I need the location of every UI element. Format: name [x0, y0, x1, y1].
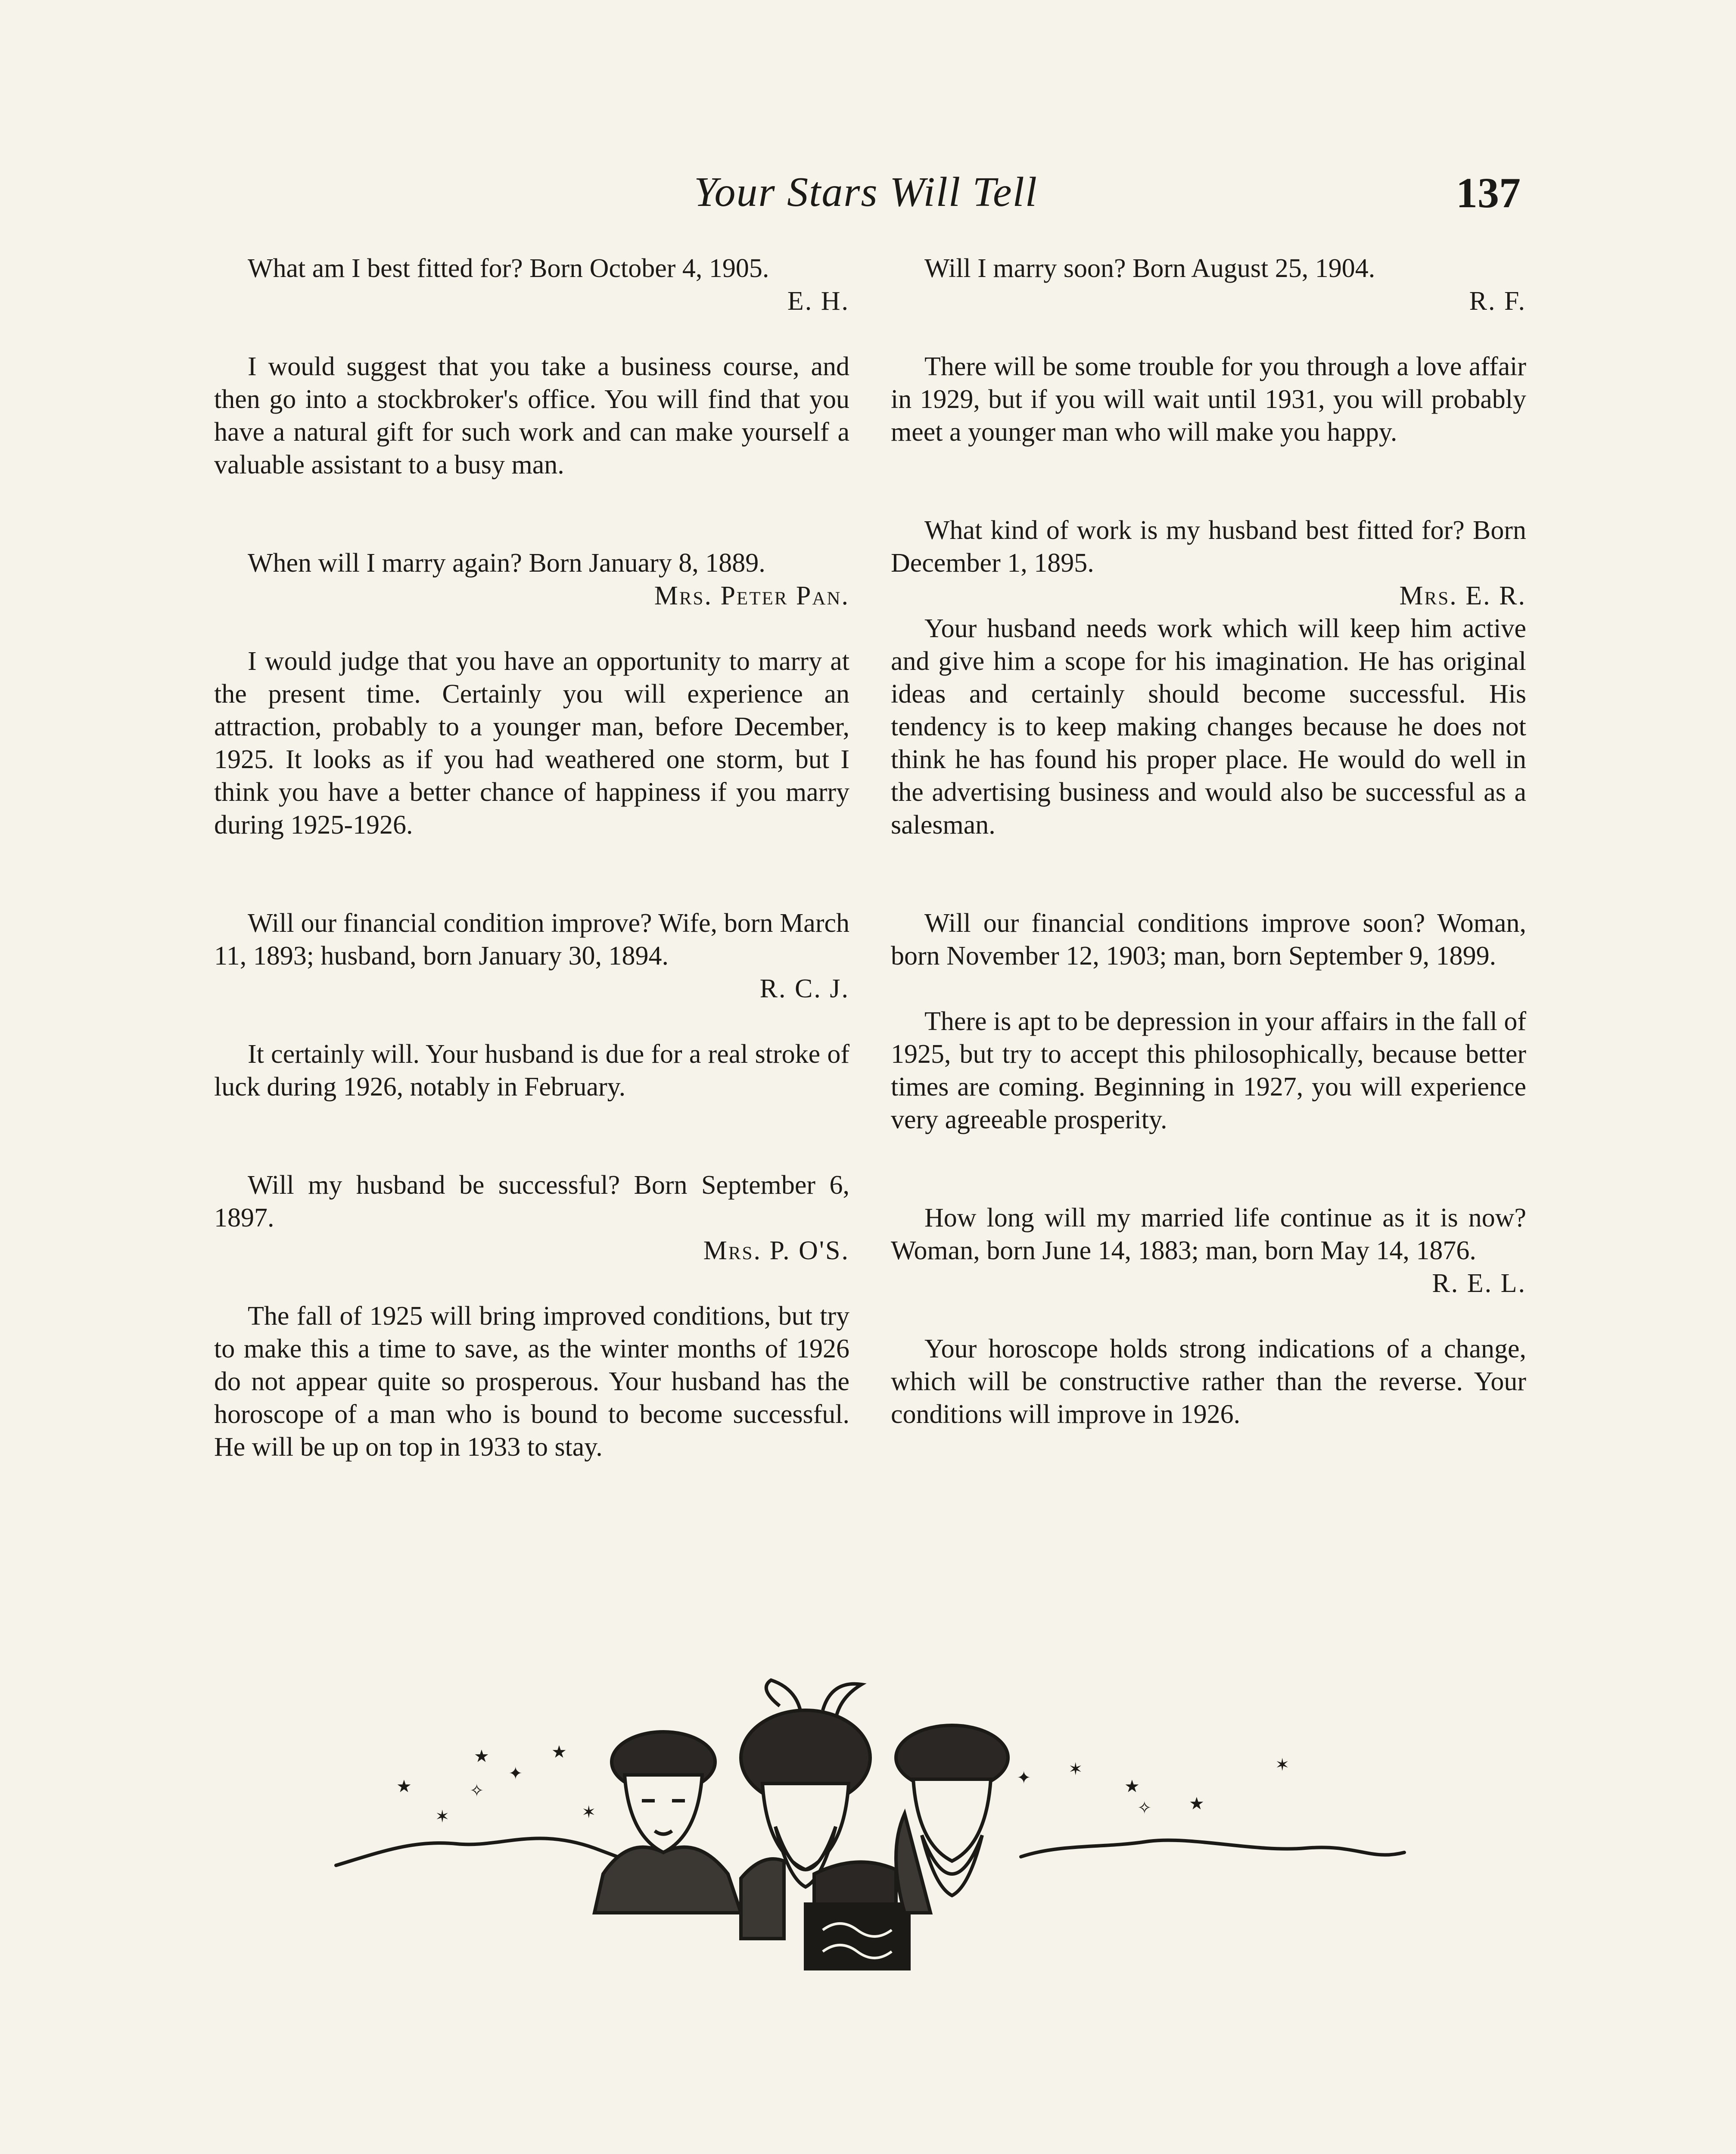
qa-entry [891, 252, 1526, 448]
left-column [214, 252, 849, 1463]
star-icon: ✧ [1137, 1798, 1152, 1818]
signature: E. H. [787, 286, 849, 316]
signature: R. E. L. [1432, 1269, 1526, 1298]
qa-entry [891, 1202, 1526, 1431]
qa-entry [214, 547, 849, 841]
answer: There will be some trouble for you through a love affair in 1929, but if you will wait until 1931, you will probably meet a younger man who will make you happy. [891, 352, 1526, 447]
question: Will I marry soon? Born August 25, 1904. [924, 254, 1375, 283]
star-icon: ★ [1124, 1777, 1140, 1796]
question: What kind of work is my husband best fitted for? Born December 1, 1895. [891, 516, 1526, 578]
star-icon: ★ [551, 1742, 567, 1762]
star-icon: ✧ [470, 1781, 484, 1801]
star-icon: ✦ [508, 1764, 523, 1784]
qa-entry [214, 1169, 849, 1463]
star-icon: ✶ [435, 1807, 450, 1827]
question: Will my husband be successful? Born September 6, 1897. [214, 1170, 849, 1233]
signature: R. F. [1469, 286, 1526, 316]
page-header [211, 168, 1521, 228]
question: How long will my married life continue as it is now? Woman, born June 14, 1883; man, born May 14, 1876. [891, 1203, 1526, 1265]
answer: I would judge that you have an opportunity to marry at the present time. Certainly you will experience an attraction, probably to a younger man, before December, 1925. It looks as if you had weathered one storm, but I think you have a better chance of happiness if you marry during 1925-1926. [214, 647, 849, 840]
horizon-line [336, 1838, 629, 1865]
qa-entry [214, 907, 849, 1103]
question: When will I marry again? Born January 8, 1889. [248, 548, 765, 578]
star-icon: ✶ [582, 1802, 596, 1822]
signature: Mrs. Peter Pan. [654, 581, 849, 610]
star-icon: ★ [1189, 1794, 1204, 1814]
qa-entry [891, 907, 1526, 1136]
signature: R. C. J. [759, 974, 849, 1003]
signature: Mrs. P. O'S. [703, 1236, 849, 1265]
star-icon: ✦ [1017, 1768, 1031, 1788]
question: Will our financial conditions improve soon? Woman, born November 12, 1903; man, born September 9, 1899. [891, 909, 1526, 971]
answer: I would suggest that you take a business course, and then go into a stockbroker's office. You will find that you have a natural gift for such work and can make yourself a valuable assistant to a busy man. [214, 352, 849, 479]
page-number: 137 [1456, 169, 1521, 217]
star-icon: ✶ [1068, 1759, 1083, 1779]
answer: It certainly will. Your husband is due for a real stroke of luck during 1926, notably in February. [214, 1040, 849, 1102]
right-column [891, 252, 1526, 1431]
answer: The fall of 1925 will bring improved conditions, but try to make this a time to save, as the winter months of 1926 do not appear quite so prosperous. Your husband has the horoscope of a man who is bound to become successful. He will be up on top in 1933 to stay. [214, 1301, 849, 1462]
running-title: Your Stars Will Tell [694, 169, 1038, 215]
answer: Your horoscope holds strong indications of a change, which will be constructive rather than the reverse. Your conditions will improve in 1926. [891, 1334, 1526, 1429]
answer: Your husband needs work which will keep him active and give him a scope for his imagination. He has original ideas and certainly should become successful. His tendency is to keep making changes because he does not think he has found his proper place. He would do well in the advertising business and would also be successful as a salesman. [891, 614, 1526, 840]
horizon-line [1021, 1840, 1404, 1857]
qa-entry [214, 252, 849, 481]
question: What am I best fitted for? Born October 4, 1905. [248, 254, 769, 283]
star-icon: ★ [396, 1777, 412, 1796]
star-icon: ★ [474, 1746, 489, 1766]
signature: Mrs. E. R. [1399, 581, 1526, 610]
wise-men-illustration-icon [327, 1672, 1413, 1982]
qa-entry [891, 514, 1526, 841]
star-icon: ✶ [1275, 1755, 1290, 1775]
answer: There is apt to be depression in your affairs in the fall of 1925, but try to accept this philosophically, because better times are coming. Beginning in 1927, you will experience very agreeable prosperity. [891, 1007, 1526, 1134]
question: Will our financial condition improve? Wife, born March 11, 1893; husband, born January 30, 1894. [214, 909, 849, 971]
